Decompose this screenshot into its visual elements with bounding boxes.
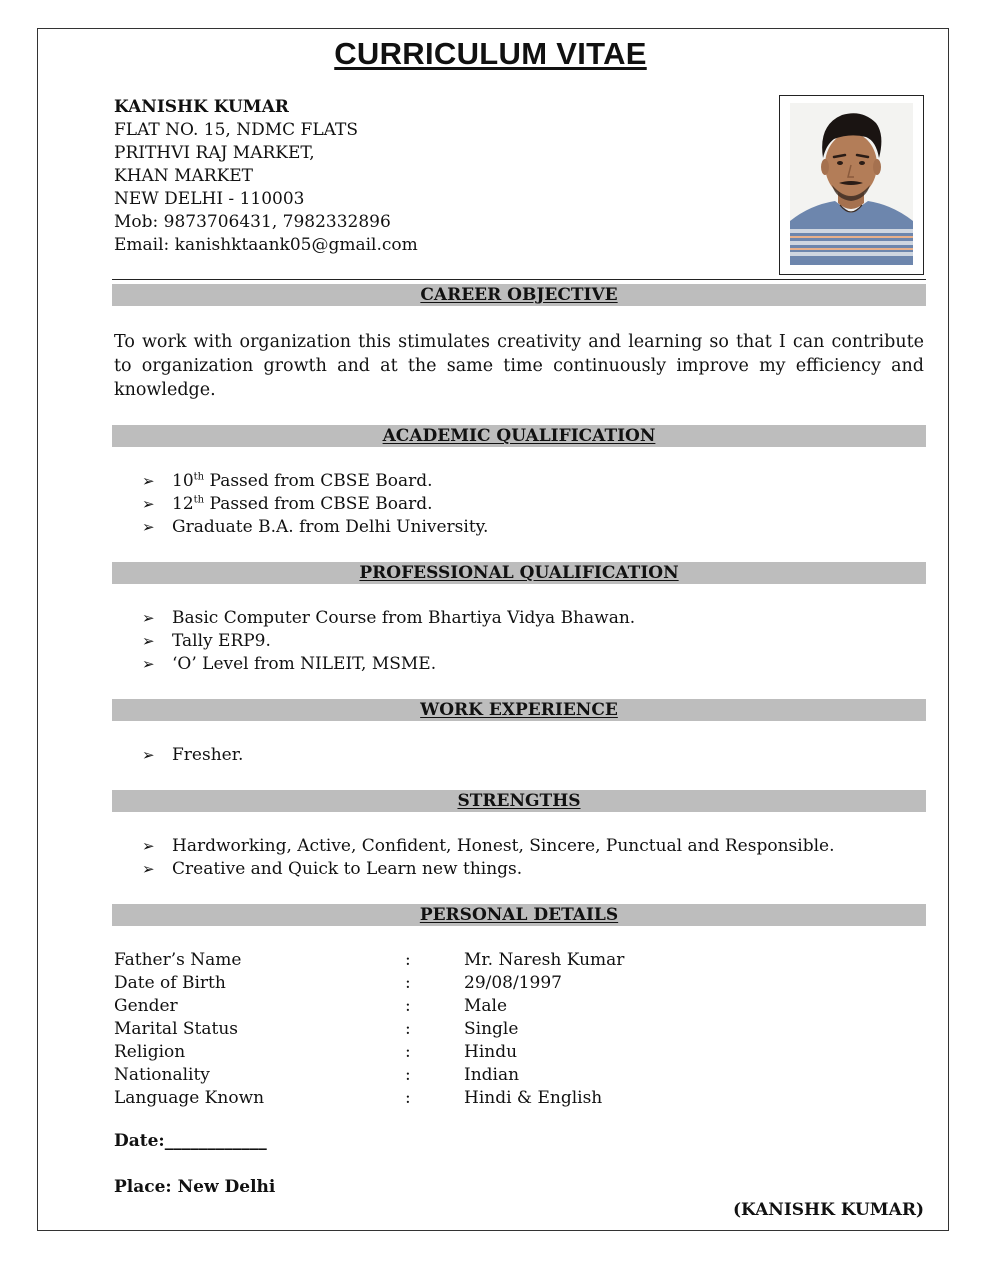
contact-block [114, 96, 418, 257]
personal-detail-row [114, 972, 814, 995]
item-text: Hardworking, Active, Confident, Honest, Sincere, Punctual and Responsible. [172, 836, 835, 856]
section-heading-work-experience [112, 699, 926, 721]
arrow-bullet-icon: ➢ [142, 837, 155, 855]
header-divider [112, 279, 926, 280]
detail-label: Religion [114, 1042, 186, 1062]
document-title: CURRICULUM VITAE [334, 36, 647, 71]
section-heading-text: STRENGTHS [457, 791, 581, 811]
detail-label: Language Known [114, 1088, 265, 1108]
signature-name: (KANISHK KUMAR) [732, 1200, 924, 1220]
photo-frame [779, 95, 924, 275]
section-heading-text: ACADEMIC QUALIFICATION [382, 426, 656, 446]
item-text: Graduate B.A. from Delhi University. [172, 517, 489, 537]
list-item [142, 607, 635, 630]
arrow-bullet-icon: ➢ [142, 609, 155, 627]
personal-details-table [114, 949, 814, 1110]
personal-detail-row [114, 1018, 814, 1041]
section-heading-text: PROFESSIONAL QUALIFICATION [359, 563, 679, 583]
strengths-list [142, 835, 834, 881]
academic-list [142, 470, 488, 539]
item-text: ‘O’ Level from NILEIT, MSME. [172, 654, 437, 674]
section-heading-strengths [112, 790, 926, 812]
detail-value: Hindi & English [464, 1088, 603, 1108]
detail-separator: : [405, 996, 411, 1016]
item-text: Basic Computer Course from Bhartiya Vidya Bhawan. [172, 608, 636, 628]
date-field: Date:____________ [114, 1131, 267, 1151]
detail-value: Hindu [464, 1042, 518, 1062]
detail-label: Gender [114, 996, 178, 1016]
detail-value: 29/08/1997 [464, 973, 562, 993]
detail-separator: : [405, 1065, 411, 1085]
section-heading-career-objective [112, 284, 926, 306]
arrow-bullet-icon: ➢ [142, 472, 155, 490]
mobile-numbers: Mob: 9873706431, 7982332896 [114, 212, 391, 232]
detail-value: Indian [464, 1065, 520, 1085]
address-line: PRITHVI RAJ MARKET, [114, 143, 315, 163]
work-experience-list [142, 744, 243, 767]
arrow-bullet-icon: ➢ [142, 655, 155, 673]
arrow-bullet-icon: ➢ [142, 632, 155, 650]
item-text: Passed from CBSE Board. [204, 494, 433, 514]
item-text: Creative and Quick to Learn new things. [172, 859, 523, 879]
section-heading-text: WORK EXPERIENCE [420, 700, 618, 720]
personal-detail-row [114, 949, 814, 972]
detail-separator: : [405, 1088, 411, 1108]
personal-detail-row [114, 995, 814, 1018]
arrow-bullet-icon: ➢ [142, 746, 155, 764]
detail-separator: : [405, 973, 411, 993]
arrow-bullet-icon: ➢ [142, 518, 155, 536]
place-field: Place: New Delhi [114, 1177, 276, 1197]
list-item [142, 653, 635, 676]
item-text: 10 [172, 471, 194, 491]
candidate-name: KANISHK KUMAR [114, 97, 289, 117]
section-heading-professional-qualification [112, 562, 926, 584]
detail-label: Nationality [114, 1065, 210, 1085]
item-text: Tally ERP9. [172, 631, 271, 651]
detail-separator: : [405, 1042, 411, 1062]
detail-label: Father’s Name [114, 950, 242, 970]
list-item [142, 493, 488, 516]
email-address: Email: kanishktaank05@gmail.com [114, 235, 418, 255]
section-heading-academic-qualification [112, 425, 926, 447]
ordinal-suffix: th [193, 494, 205, 506]
personal-detail-row [114, 1064, 814, 1087]
item-text: Passed from CBSE Board. [204, 471, 433, 491]
list-item [142, 630, 635, 653]
list-item [142, 744, 243, 767]
section-heading-personal-details [112, 904, 926, 926]
detail-value: Single [464, 1019, 519, 1039]
ordinal-suffix: th [193, 471, 205, 483]
address-line: KHAN MARKET [114, 166, 254, 186]
detail-label: Marital Status [114, 1019, 239, 1039]
list-item [142, 858, 834, 881]
detail-separator: : [405, 950, 411, 970]
arrow-bullet-icon: ➢ [142, 860, 155, 878]
item-text: Fresher. [172, 745, 244, 765]
address-line: FLAT NO. 15, NDMC FLATS [114, 120, 358, 140]
personal-detail-row [114, 1087, 814, 1110]
section-heading-text: PERSONAL DETAILS [419, 905, 619, 925]
section-heading-text: CAREER OBJECTIVE [420, 285, 618, 305]
career-objective-text: To work with organization this stimulates creativity and learning so that I can contribute to organization growth and at the same time continuously improve my efficiency and knowledge. [114, 332, 924, 400]
list-item [142, 470, 488, 493]
list-item [142, 516, 488, 539]
personal-detail-row [114, 1041, 814, 1064]
detail-label: Date of Birth [114, 973, 226, 993]
item-text: 12 [172, 494, 194, 514]
list-item [142, 835, 834, 858]
professional-list [142, 607, 635, 676]
detail-separator: : [405, 1019, 411, 1039]
detail-value: Mr. Naresh Kumar [464, 950, 625, 970]
detail-value: Male [464, 996, 508, 1016]
profile-photo [790, 103, 913, 265]
address-line: NEW DELHI - 110003 [114, 189, 305, 209]
arrow-bullet-icon: ➢ [142, 495, 155, 513]
